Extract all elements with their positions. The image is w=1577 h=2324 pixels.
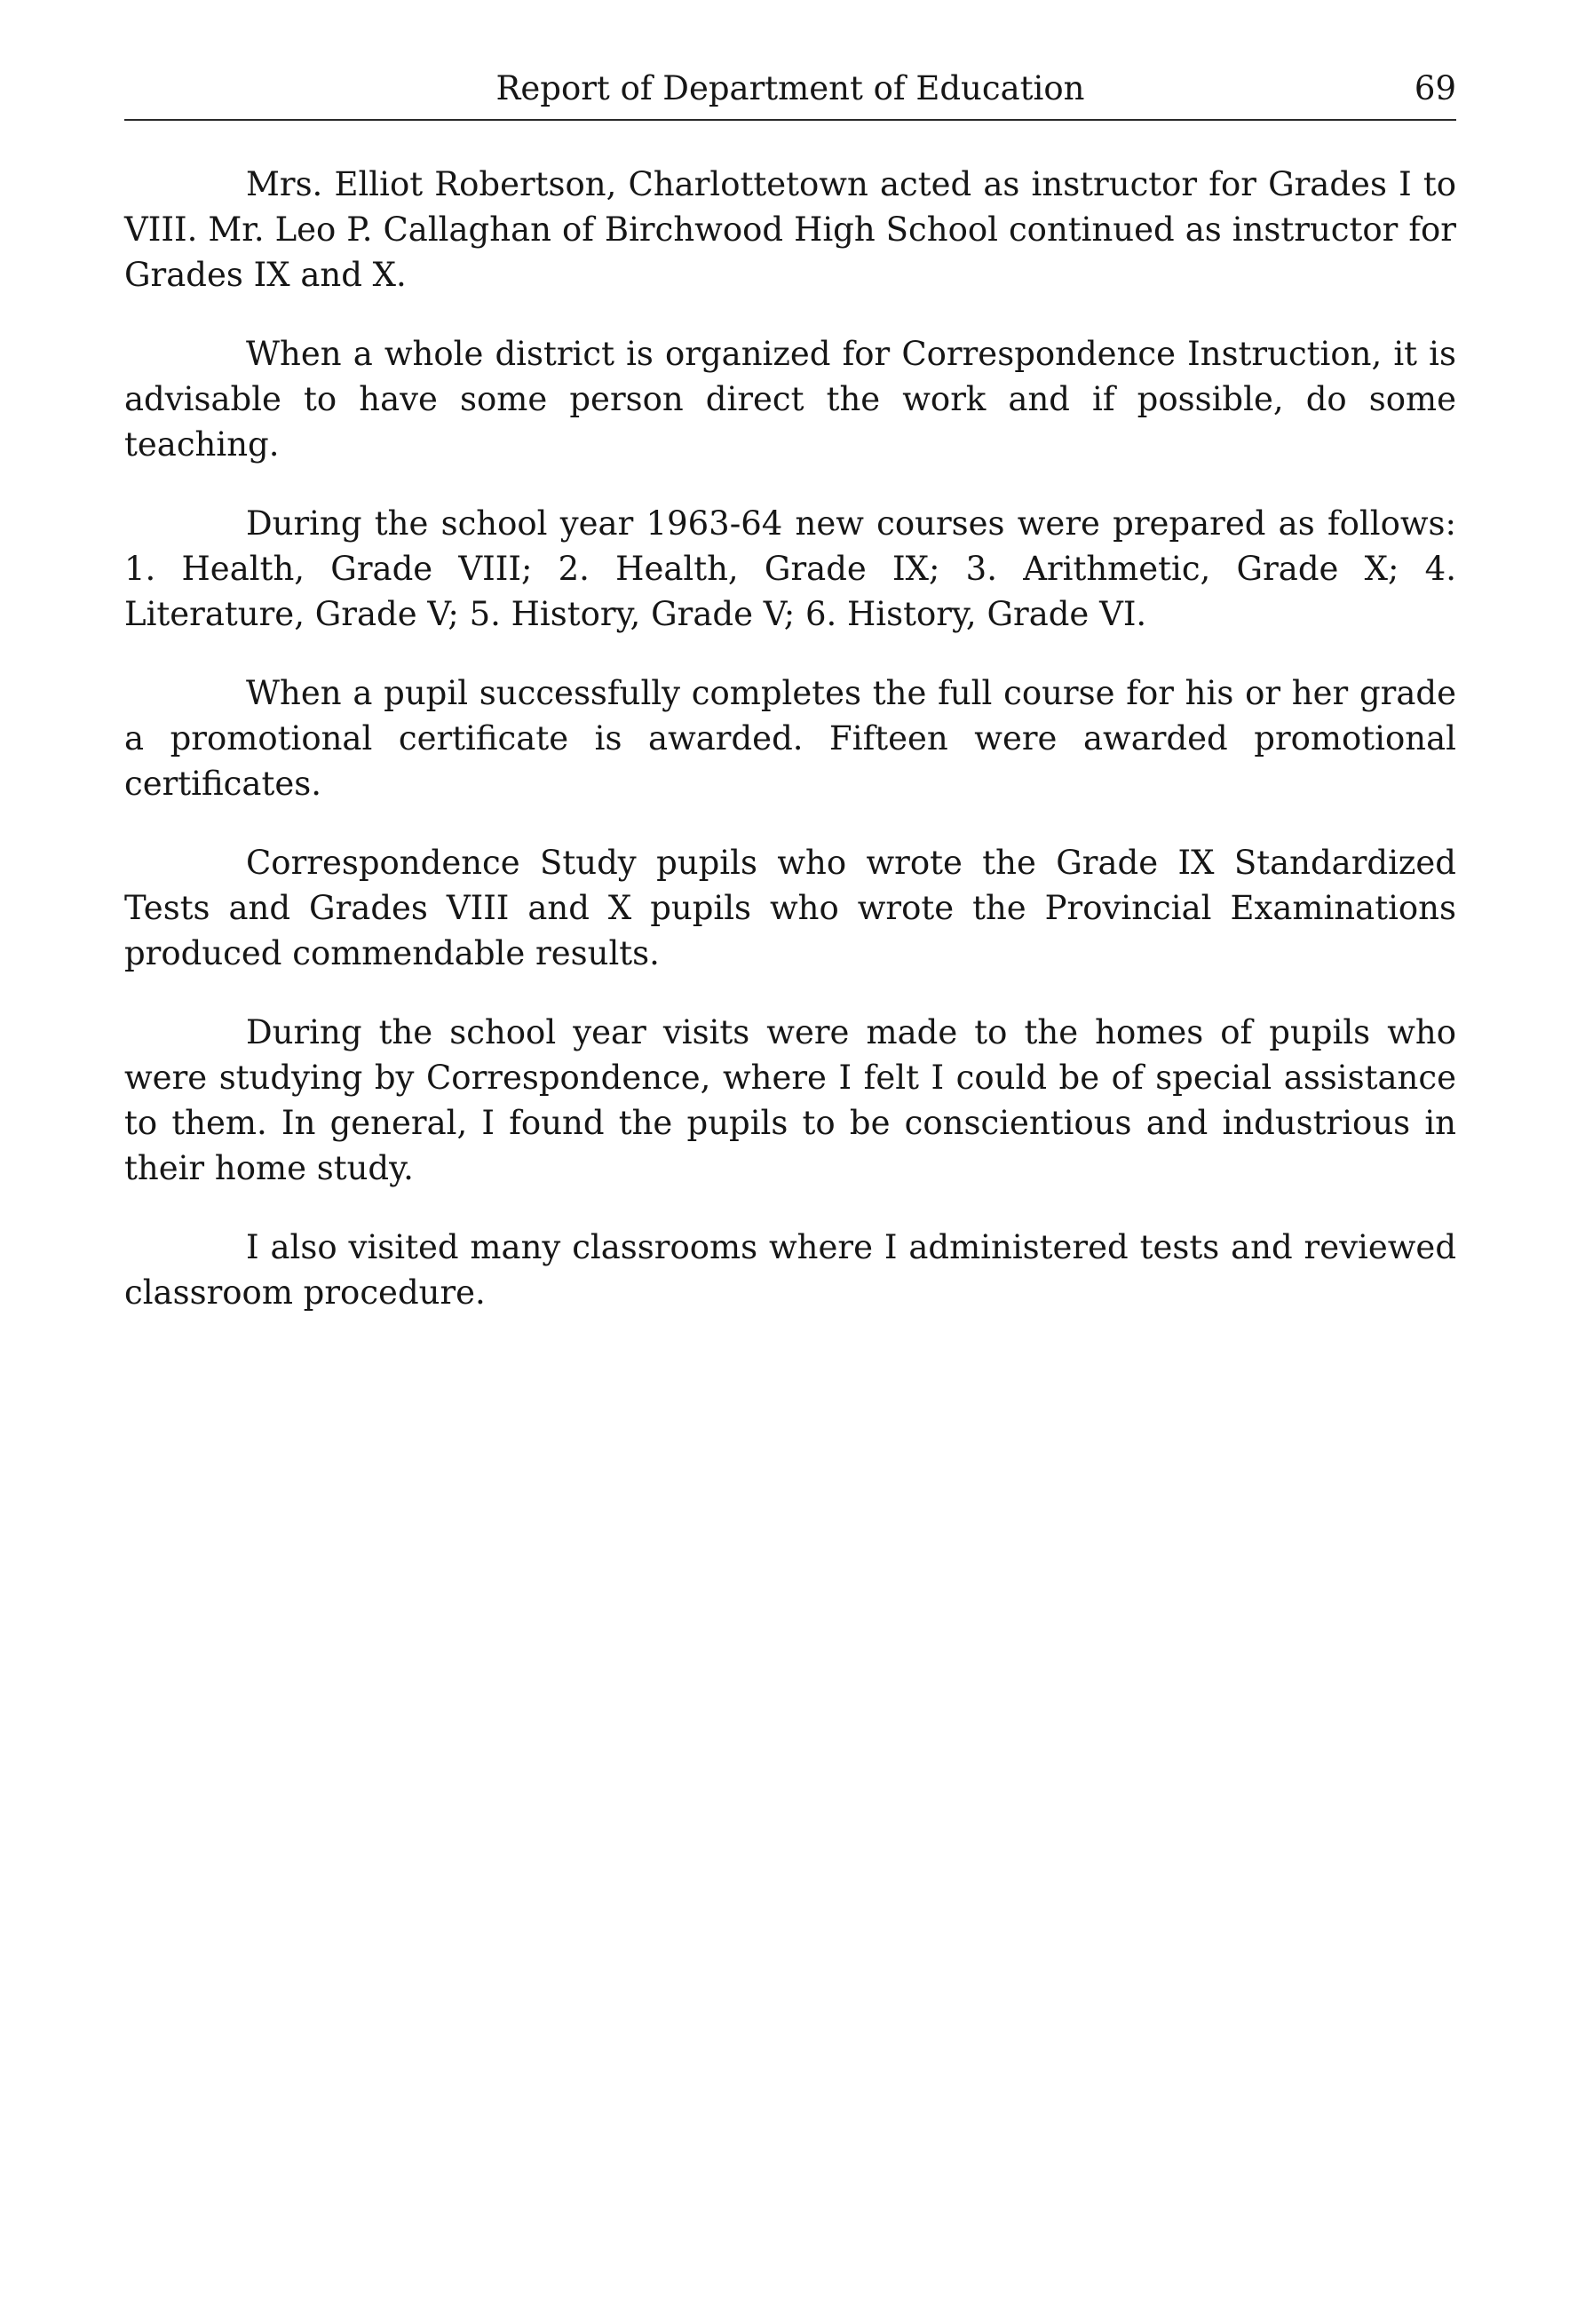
page-number: 69	[1414, 69, 1456, 107]
paragraph-instructors: Mrs. Elliot Robertson, Charlottetown acted as instructor for Grades I to VIII. Mr. Leo P. Callaghan of Birchwood High School continued as instructor for Grades IX and X.	[124, 165, 1456, 294]
paragraph-home-visits: During the school year visits were made to the homes of pupils who were studying by Correspondence, where I felt I could be of special assistance to them. In general, I found the pupils to be conscientious and industrious in their home study.	[124, 1013, 1456, 1187]
paragraph-classroom-visits: I also visited many classrooms where I administered tests and reviewed classroom procedure.	[124, 1228, 1456, 1312]
body-text	[124, 162, 1456, 1349]
paragraph-new-courses: During the school year 1963-64 new courses were prepared as follows: 1. Health, Grade VIII; 2. Health, Grade IX; 3. Arithmetic, Grade X; 4. Literature, Grade V; 5. History, Grade V; 6. History, Grade VI.	[124, 504, 1456, 633]
running-title: Report of Department of Education	[495, 69, 1085, 107]
paragraph-exam-results: Correspondence Study pupils who wrote the Grade IX Standardized Tests and Grades VIII and X pupils who wrote the Provincial Examinations produced commendable results.	[124, 844, 1456, 972]
paragraph-district-organization: When a whole district is organized for Correspondence Instruction, it is advisable to have some person direct the work and if possible, do some teaching.	[124, 335, 1456, 464]
paragraph-certificates: When a pupil successfully completes the full course for his or her grade a promotional certificate is awarded. Fifteen were awarded promotional certificates.	[124, 674, 1456, 803]
page-header	[124, 69, 1456, 121]
